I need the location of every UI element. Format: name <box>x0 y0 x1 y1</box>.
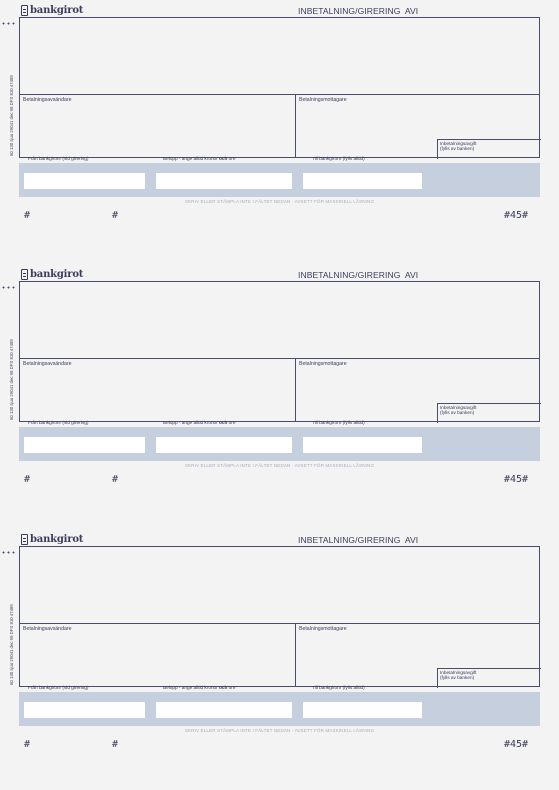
sender-field-label: Betalningsavsändare <box>23 97 72 103</box>
bankgirot-logo-icon <box>21 269 28 280</box>
form-side-code: 60 130 sjuo 29041 dec 98 DFS 810 47489 <box>9 604 14 685</box>
divider <box>20 358 539 359</box>
from-bankgiro-label: Från bankgironr (vid girering) <box>28 420 89 425</box>
ocr-mark: # <box>112 739 119 750</box>
logo-text: bankgirot <box>30 534 84 545</box>
bankgirot-logo <box>21 534 83 545</box>
amount-field[interactable] <box>156 173 292 189</box>
divider <box>295 94 296 157</box>
fee-label <box>440 670 476 680</box>
perforation-dots <box>1 551 15 554</box>
amount-label-bold: och <box>219 156 228 161</box>
machine-reading-band <box>19 163 540 197</box>
fee-label-line2: (fylls av banken) <box>440 675 475 680</box>
ocr-code: #45# <box>504 739 529 750</box>
to-bankgiro-label: Till bankgironr (fylls alltid) <box>312 420 365 425</box>
form-title: INBETALNING/GIRERING AVI <box>298 6 419 16</box>
divider <box>295 623 296 686</box>
form-title: INBETALNING/GIRERING AVI <box>298 270 419 280</box>
amount-label <box>163 156 235 161</box>
amount-label <box>163 685 235 690</box>
logo-text: bankgirot <box>30 269 84 280</box>
machine-reading-instruction: SKRIV ELLER STÄMPLA INTE I FÄLTET NEDAN - AVSETT FÖR MASKINELL LÄSNING <box>184 199 375 204</box>
payee-field-label: Betalningsmottagare <box>299 361 347 367</box>
slip-frame <box>19 17 540 158</box>
fee-label-line1: Inbetalningsavgift <box>440 405 477 410</box>
amount-field[interactable] <box>156 702 292 718</box>
form-title: INBETALNING/GIRERING AVI <box>298 535 419 545</box>
to-bankgiro-field[interactable] <box>303 437 422 453</box>
ocr-mark: # <box>24 474 31 485</box>
from-bankgiro-field[interactable] <box>24 173 145 189</box>
divider <box>20 623 539 624</box>
amount-label-text: Belopp - ange alltid kronor <box>163 685 220 690</box>
from-bankgiro-field[interactable] <box>24 702 145 718</box>
bankgirot-logo-icon <box>21 534 28 545</box>
perforation-dots <box>1 286 15 289</box>
payee-field-label: Betalningsmottagare <box>299 97 347 103</box>
fee-label <box>440 141 476 151</box>
divider <box>295 358 296 421</box>
fee-label-line2: (fylls av banken) <box>440 410 475 415</box>
amount-label-text: Belopp - ange alltid kronor <box>163 420 220 425</box>
bankgirot-logo-icon <box>21 5 28 16</box>
from-bankgiro-field[interactable] <box>24 437 145 453</box>
bankgirot-logo <box>21 5 83 16</box>
machine-reading-band <box>19 692 540 726</box>
form-side-code: 60 130 sjuo 29041 dec 98 DFS 810 47489 <box>9 339 14 420</box>
machine-reading-instruction: SKRIV ELLER STÄMPLA INTE I FÄLTET NEDAN - AVSETT FÖR MASKINELL LÄSNING <box>184 728 375 733</box>
ocr-mark: # <box>112 474 119 485</box>
to-bankgiro-label: Till bankgironr (fylls alltid) <box>312 156 365 161</box>
fee-label-line1: Inbetalningsavgift <box>440 670 477 675</box>
slip-frame <box>19 281 540 422</box>
amount-label <box>163 420 235 425</box>
ocr-code: #45# <box>504 474 529 485</box>
amount-field[interactable] <box>156 437 292 453</box>
fee-box <box>437 139 541 159</box>
machine-reading-instruction: SKRIV ELLER STÄMPLA INTE I FÄLTET NEDAN - AVSETT FÖR MASKINELL LÄSNING <box>184 463 375 468</box>
form-side-code: 60 130 sjuo 29041 dec 98 DFS 810 47489 <box>9 75 14 156</box>
fee-label <box>440 405 476 415</box>
payment-slip-2 <box>0 264 559 499</box>
from-bankgiro-label: Från bankgironr (vid girering) <box>28 685 89 690</box>
amount-label-suffix: öre <box>227 685 236 690</box>
fee-label-line2: (fylls av banken) <box>440 146 475 151</box>
logo-text: bankgirot <box>30 5 84 16</box>
ocr-code: #45# <box>504 210 529 221</box>
to-bankgiro-field[interactable] <box>303 173 422 189</box>
fee-box <box>437 668 541 688</box>
fee-box <box>437 403 541 423</box>
payee-field-label: Betalningsmottagare <box>299 626 347 632</box>
amount-label-bold: och <box>219 685 228 690</box>
from-bankgiro-label: Från bankgironr (vid girering) <box>28 156 89 161</box>
amount-label-suffix: öre <box>227 420 236 425</box>
amount-label-bold: och <box>219 420 228 425</box>
payment-slip-3 <box>0 529 559 764</box>
amount-label-text: Belopp - ange alltid kronor <box>163 156 220 161</box>
perforation-dots <box>1 22 15 25</box>
sender-field-label: Betalningsavsändare <box>23 361 72 367</box>
divider <box>20 94 539 95</box>
ocr-mark: # <box>24 739 31 750</box>
ocr-mark: # <box>112 210 119 221</box>
machine-reading-band <box>19 427 540 461</box>
bankgirot-logo <box>21 269 83 280</box>
to-bankgiro-label: Till bankgironr (fylls alltid) <box>312 685 365 690</box>
payment-slip-1 <box>0 0 559 235</box>
to-bankgiro-field[interactable] <box>303 702 422 718</box>
amount-label-suffix: öre <box>227 156 236 161</box>
fee-label-line1: Inbetalningsavgift <box>440 141 477 146</box>
ocr-mark: # <box>24 210 31 221</box>
sender-field-label: Betalningsavsändare <box>23 626 72 632</box>
slip-frame <box>19 546 540 687</box>
